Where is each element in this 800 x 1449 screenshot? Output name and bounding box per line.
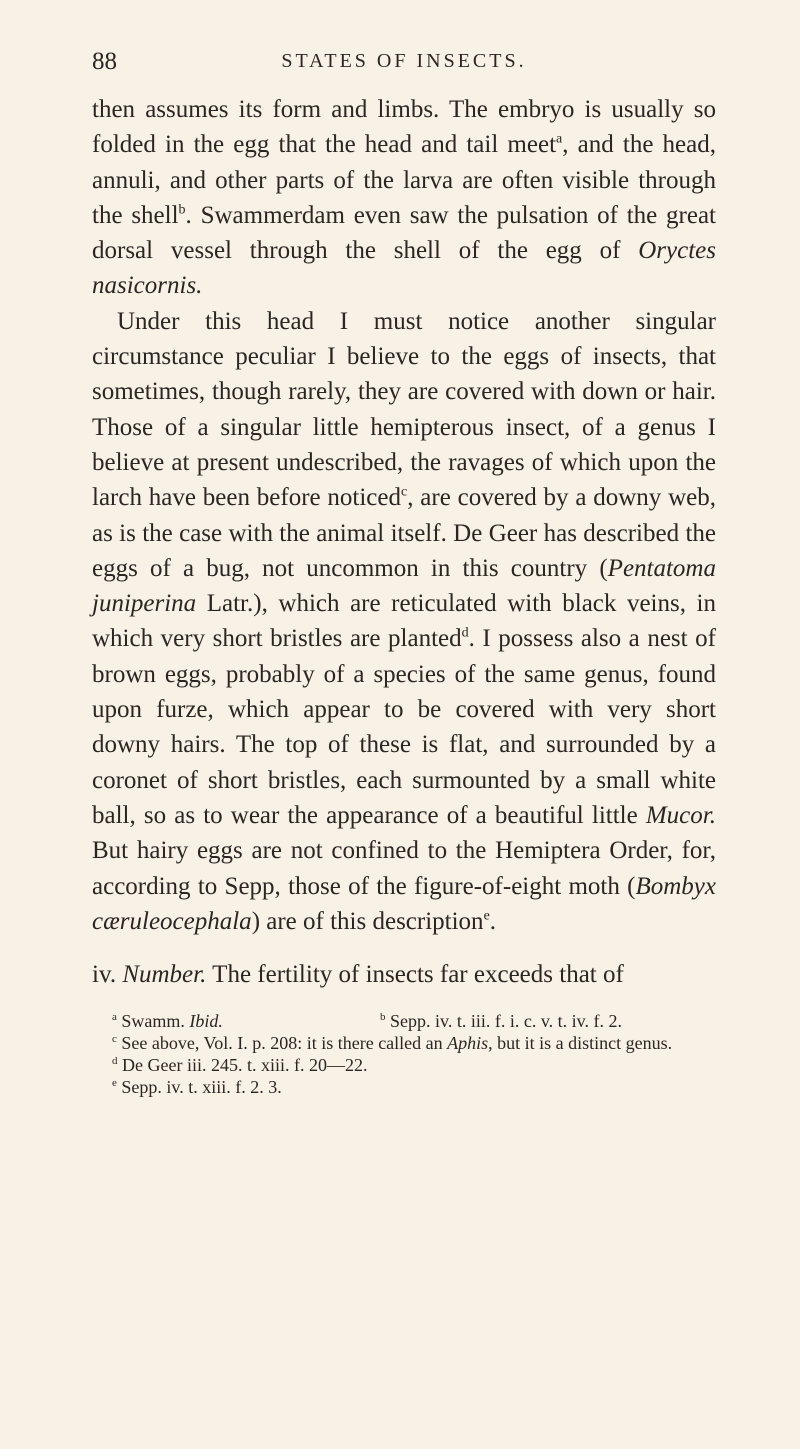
- footnote-ref-a[interactable]: a: [556, 131, 563, 147]
- page-header: [92, 48, 716, 88]
- footnote-e: $^e$ Sepp. iv. t. xiii. f. 2. 3.: [112, 1077, 282, 1097]
- footnote-ref-b[interactable]: b: [178, 202, 186, 218]
- footnote-ref-e[interactable]: e: [483, 908, 490, 924]
- paragraph-2: Under this head I must notice another singular circumstance peculiar I believe to the eggs of insects, that sometimes, though rarely, they are covered with down or hair. Those of a singular little hemipterous insect, of a genus I believe at present undescribed, the ravages of which upon the larch have been before noticed$^c$, are covered by a downy web, as is the case with the animal itself. De Geer has described the eggs of a bug, not uncommon in this country (Pentatoma juniperina Latr.), which are reticulated with black veins, in which very short bristles are planted$^d$. I possess also a nest of brown eggs, probably of a species of the same genus, found upon furze, which appear to be covered with very short downy hairs. The top of these is flat, and surrounded by a coronet of short bristles, each surmounted by a small white ball, so as to wear the appearance of a beautiful little Mucor. But hairy eggs are not confined to the Hemiptera Order, for, according to Sepp, those of the figure-of-eight moth (Bombyx cæruleocephala) are of this description$^e$.: [92, 307, 716, 935]
- section-heading: Number.: [122, 961, 207, 989]
- footnote-d: $^d$ De Geer iii. 245. t. xiii. f. 20—22.: [112, 1055, 368, 1075]
- running-head: STATES OF INSECTS.: [281, 50, 527, 72]
- species-name: Pentatoma juniperina: [92, 554, 716, 618]
- footnote-ref-d[interactable]: d: [461, 626, 469, 642]
- footnote-c: $^c$ See above, Vol. I. p. 208: it is there called an Aphis, but it is a distinct genus.: [112, 1033, 673, 1053]
- footnote-ref-c[interactable]: c: [401, 484, 408, 500]
- page-number: 88: [92, 48, 117, 75]
- footnote-row: [92, 1010, 716, 1032]
- paragraph-3: iv. Number. The fertility of insects far exceeds that of: [92, 961, 624, 989]
- species-name: Bombyx cæruleocephala: [92, 872, 716, 935]
- footnote-b: $^b$ Sepp. iv. t. iii. f. i. c. v. t. iv. f. 2.: [380, 1011, 622, 1031]
- species-name: Oryctes nasicornis.: [92, 237, 716, 300]
- body-text: [92, 92, 716, 992]
- footnotes: [92, 1010, 716, 1098]
- paragraph-1: then assumes its form and limbs. The embryo is usually so folded in the egg that the head and tail meet$^a$, and the head, annuli, and other parts of the larva are often visible through the shell$^b$. Swammerdam even saw the pulsation of the great dorsal vessel through the shell of the egg of Oryctes nasicornis.: [92, 96, 716, 300]
- footnote-a: $^a$ Swamm. Ibid.: [112, 1011, 223, 1031]
- genus-name: Mucor.: [645, 801, 716, 829]
